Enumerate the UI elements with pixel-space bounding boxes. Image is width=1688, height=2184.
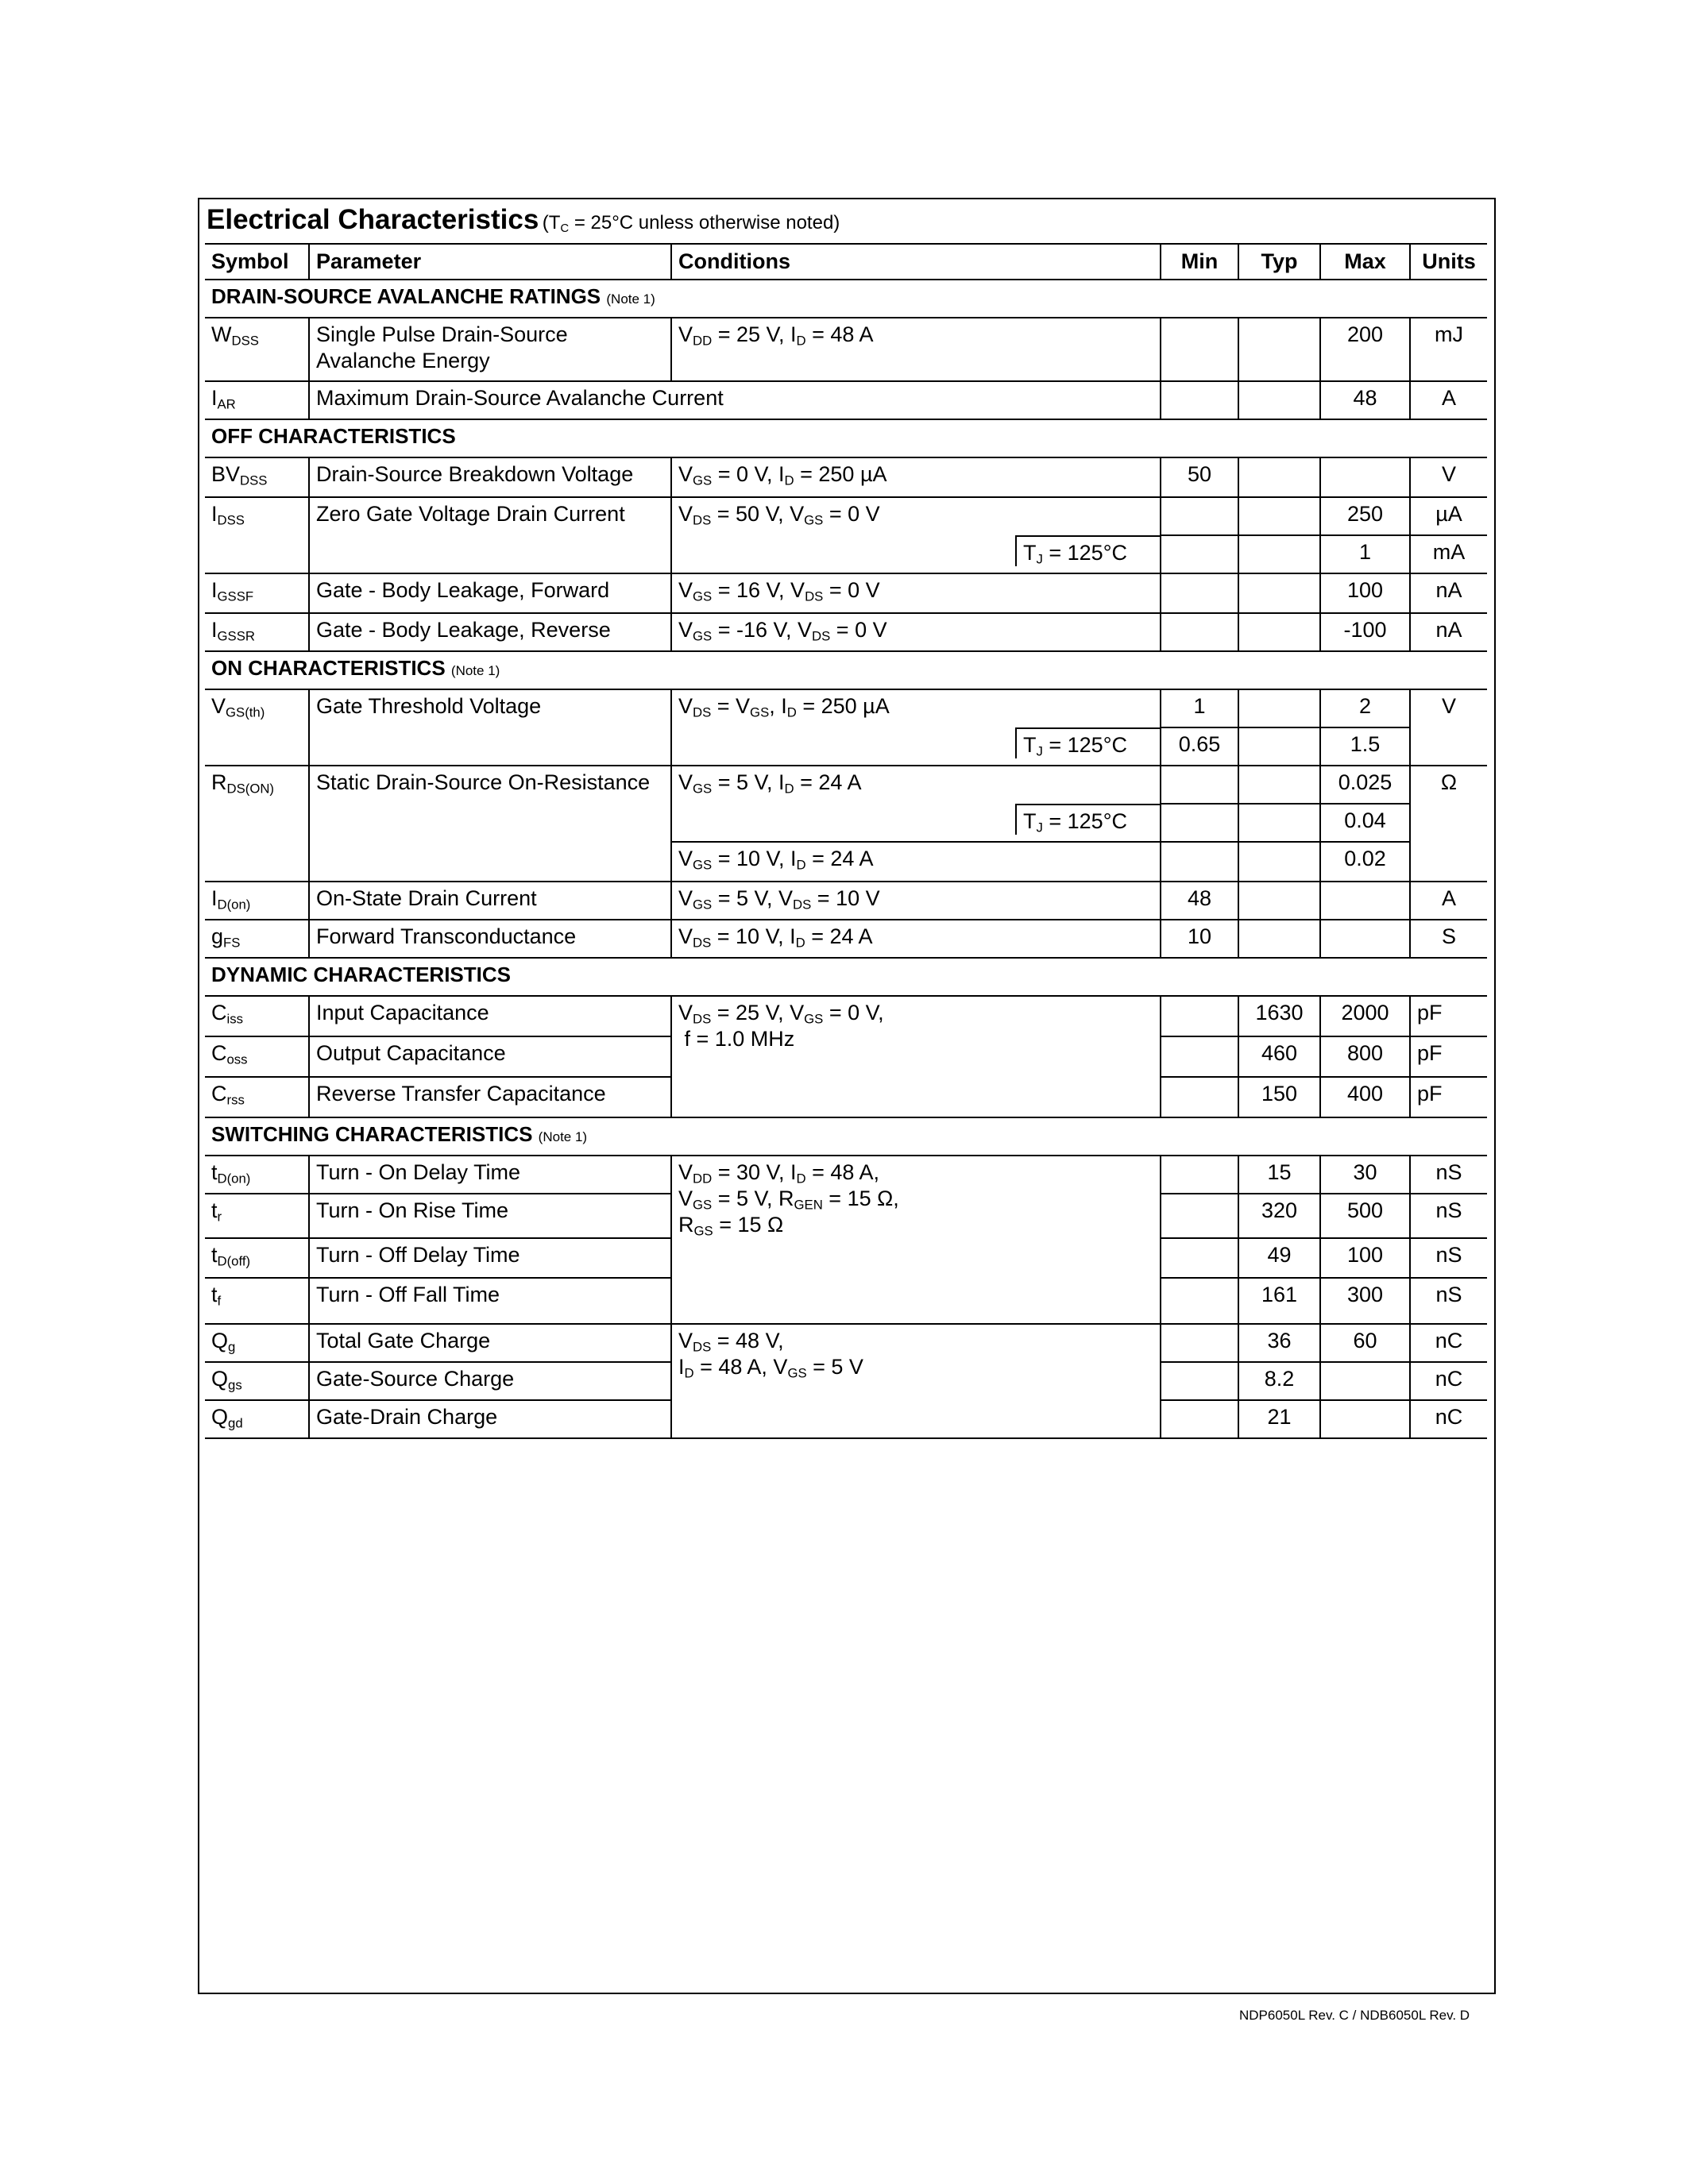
conditions-cell: $V_{GS} = 5$ V, $V_{DS} = 10$ V bbox=[671, 882, 1161, 920]
units-cell: pF bbox=[1410, 996, 1487, 1036]
parameter-cell: Turn - Off Fall Time bbox=[309, 1278, 671, 1324]
typ-cell: 1630 bbox=[1238, 996, 1320, 1036]
heading-condition: ($T_C = 25^\circ C$ unless otherwise noted) bbox=[542, 212, 840, 236]
units-cell: pF bbox=[1410, 1036, 1487, 1077]
parameter-cell: Reverse Transfer Capacitance bbox=[309, 1077, 671, 1117]
max-cell: 0.04 bbox=[1320, 804, 1410, 842]
units-cell: mJ bbox=[1410, 318, 1487, 381]
max-cell: 100 bbox=[1320, 573, 1410, 613]
table-row bbox=[205, 457, 1487, 497]
table-row bbox=[205, 381, 1487, 419]
parameter-cell: Turn - On Delay Time bbox=[309, 1156, 671, 1194]
units-cell: nS bbox=[1410, 1278, 1487, 1324]
symbol-cell: $C_{iss}$ bbox=[205, 996, 309, 1036]
max-cell: 48 bbox=[1320, 381, 1410, 419]
characteristics-frame bbox=[198, 198, 1496, 1994]
max-cell: 0.025 bbox=[1320, 766, 1410, 804]
section-off: OFF CHARACTERISTICS bbox=[205, 419, 1487, 457]
symbol-cell: $Q_g$ bbox=[205, 1324, 309, 1362]
typ-cell: 49 bbox=[1238, 1238, 1320, 1278]
typ-cell: 15 bbox=[1238, 1156, 1320, 1194]
header-row bbox=[205, 244, 1487, 280]
parameter-cell: Gate-Source Charge bbox=[309, 1362, 671, 1400]
col-parameter: Parameter bbox=[309, 244, 671, 280]
table-row bbox=[205, 1156, 1487, 1194]
symbol-cell: $V_{GS(th)}$ bbox=[205, 689, 309, 766]
conditions-cell: $T_J = 125^\circ C$ bbox=[1015, 804, 1160, 835]
typ-cell: 36 bbox=[1238, 1324, 1320, 1362]
units-cell: nC bbox=[1410, 1324, 1487, 1362]
units-cell: nA bbox=[1410, 573, 1487, 613]
revision-footer: NDP6050L Rev. C / NDB6050L Rev. D bbox=[1239, 2008, 1470, 2023]
parameter-cell: Gate Threshold Voltage bbox=[309, 689, 671, 766]
max-cell: 300 bbox=[1320, 1278, 1410, 1324]
parameter-cell: Forward Transconductance bbox=[309, 920, 671, 958]
units-cell: V bbox=[1410, 689, 1487, 766]
units-cell: V bbox=[1410, 457, 1487, 497]
page-title: Electrical Characteristics bbox=[207, 204, 539, 235]
parameter-cell: Input Capacitance bbox=[309, 996, 671, 1036]
max-cell: 500 bbox=[1320, 1194, 1410, 1238]
typ-cell: 320 bbox=[1238, 1194, 1320, 1238]
typ-cell: 161 bbox=[1238, 1278, 1320, 1324]
typ-cell: 8.2 bbox=[1238, 1362, 1320, 1400]
min-cell: 10 bbox=[1161, 920, 1238, 958]
max-cell: 1.5 bbox=[1320, 727, 1410, 766]
symbol-cell: $I_{D(on)}$ bbox=[205, 882, 309, 920]
max-cell: 0.02 bbox=[1320, 842, 1410, 882]
conditions-cell: $V_{DD} = 30$ V, $I_D = 48$ A, $V_{GS} = 5$ V, $R_{GEN} = 15$ Ω, $R_{GS} = 15$ Ω bbox=[671, 1156, 1161, 1324]
parameter-cell: Gate - Body Leakage, Forward bbox=[309, 573, 671, 613]
table-row bbox=[205, 766, 1487, 804]
symbol-cell: $W_{DSS}$ bbox=[205, 318, 309, 381]
symbol-cell: $t_{D(off)}$ bbox=[205, 1238, 309, 1278]
symbol-cell: $R_{DS(ON)}$ bbox=[205, 766, 309, 882]
units-cell: mA bbox=[1410, 535, 1487, 573]
col-units: Units bbox=[1410, 244, 1487, 280]
parameter-cell: Gate - Body Leakage, Reverse bbox=[309, 613, 671, 651]
typ-cell: 21 bbox=[1238, 1400, 1320, 1438]
units-cell: nA bbox=[1410, 613, 1487, 651]
conditions-cell: $T_J = 125^\circ C$ bbox=[1015, 535, 1160, 566]
units-cell: Ω bbox=[1410, 766, 1487, 882]
parameter-cell: Maximum Drain-Source Avalanche Current bbox=[309, 381, 1161, 419]
units-cell: nC bbox=[1410, 1400, 1487, 1438]
section-dynamic: DYNAMIC CHARACTERISTICS bbox=[205, 958, 1487, 996]
conditions-cell: $V_{GS} = 10$ V, $I_D = 24$ A bbox=[671, 842, 1161, 882]
units-cell: pF bbox=[1410, 1077, 1487, 1117]
parameter-cell: Turn - Off Delay Time bbox=[309, 1238, 671, 1278]
units-cell: A bbox=[1410, 882, 1487, 920]
max-cell: 200 bbox=[1320, 318, 1410, 381]
col-conditions: Conditions bbox=[671, 244, 1161, 280]
units-cell: A bbox=[1410, 381, 1487, 419]
max-cell: 250 bbox=[1320, 497, 1410, 535]
conditions-cell: $V_{GS} = 0$ V, $I_D = 250$ µA bbox=[671, 457, 1161, 497]
parameter-cell: Drain-Source Breakdown Voltage bbox=[309, 457, 671, 497]
conditions-cell: $V_{DD} = 25$ V, $I_D = 48$ A bbox=[671, 318, 1161, 381]
min-cell: 48 bbox=[1161, 882, 1238, 920]
max-cell: 400 bbox=[1320, 1077, 1410, 1117]
symbol-cell: $BV_{DSS}$ bbox=[205, 457, 309, 497]
symbol-cell: $I_{GSSF}$ bbox=[205, 573, 309, 613]
max-cell: 30 bbox=[1320, 1156, 1410, 1194]
max-cell: 800 bbox=[1320, 1036, 1410, 1077]
symbol-cell: $t_f$ bbox=[205, 1278, 309, 1324]
table-row bbox=[205, 497, 1487, 535]
parameter-cell: Single Pulse Drain-Source Avalanche Energy bbox=[309, 318, 671, 381]
symbol-cell: $C_{rss}$ bbox=[205, 1077, 309, 1117]
table-row bbox=[205, 573, 1487, 613]
col-symbol: Symbol bbox=[205, 244, 309, 280]
table-heading bbox=[207, 204, 840, 236]
conditions-cell: $V_{GS} = -16$ V, $V_{DS} = 0$ V bbox=[671, 613, 1161, 651]
max-cell: 100 bbox=[1320, 1238, 1410, 1278]
table-row bbox=[205, 882, 1487, 920]
col-min: Min bbox=[1161, 244, 1238, 280]
parameter-cell: Output Capacitance bbox=[309, 1036, 671, 1077]
symbol-cell: $I_{AR}$ bbox=[205, 381, 309, 419]
max-cell: 2 bbox=[1320, 689, 1410, 727]
table-row bbox=[205, 996, 1487, 1036]
table-row bbox=[205, 1324, 1487, 1362]
units-cell: nS bbox=[1410, 1156, 1487, 1194]
units-cell: nS bbox=[1410, 1238, 1487, 1278]
symbol-cell: $I_{GSSR}$ bbox=[205, 613, 309, 651]
conditions-cell: $V_{DS} = 48$ V, $I_D = 48$ A, $V_{GS} = 5$ V bbox=[671, 1324, 1161, 1438]
electrical-characteristics-table bbox=[205, 243, 1487, 1439]
conditions-cell: $V_{DS} = 50$ V, $V_{GS} = 0$ V bbox=[671, 497, 1161, 535]
parameter-cell: Total Gate Charge bbox=[309, 1324, 671, 1362]
units-cell: nS bbox=[1410, 1194, 1487, 1238]
conditions-cell: $V_{DS} = V_{GS}$, $I_D = 250$ µA bbox=[671, 689, 1161, 727]
typ-cell: 150 bbox=[1238, 1077, 1320, 1117]
units-cell: S bbox=[1410, 920, 1487, 958]
parameter-cell: On-State Drain Current bbox=[309, 882, 671, 920]
table-row bbox=[205, 689, 1487, 727]
typ-cell: 460 bbox=[1238, 1036, 1320, 1077]
section-switching: SWITCHING CHARACTERISTICS (Note 1) bbox=[205, 1117, 1487, 1156]
min-cell: 0.65 bbox=[1161, 727, 1238, 766]
min-cell: 1 bbox=[1161, 689, 1238, 727]
table-row bbox=[205, 920, 1487, 958]
parameter-cell: Static Drain-Source On-Resistance bbox=[309, 766, 671, 882]
col-max: Max bbox=[1320, 244, 1410, 280]
max-cell: 1 bbox=[1320, 535, 1410, 573]
section-on: ON CHARACTERISTICS (Note 1) bbox=[205, 651, 1487, 689]
min-cell: 50 bbox=[1161, 457, 1238, 497]
conditions-cell: $V_{DS} = 25$ V, $V_{GS} = 0$ V, f = 1.0 MHz bbox=[671, 996, 1161, 1117]
max-cell: 60 bbox=[1320, 1324, 1410, 1362]
symbol-cell: $I_{DSS}$ bbox=[205, 497, 309, 573]
section-avalanche: DRAIN-SOURCE AVALANCHE RATINGS (Note 1) bbox=[205, 280, 1487, 318]
table-row bbox=[205, 318, 1487, 381]
table-row bbox=[205, 613, 1487, 651]
symbol-cell: $Q_{gs}$ bbox=[205, 1362, 309, 1400]
conditions-cell: $T_J = 125^\circ C$ bbox=[1015, 727, 1160, 758]
symbol-cell: $t_r$ bbox=[205, 1194, 309, 1238]
symbol-cell: $g_{FS}$ bbox=[205, 920, 309, 958]
symbol-cell: $t_{D(on)}$ bbox=[205, 1156, 309, 1194]
conditions-cell: $V_{DS} = 10$ V, $I_D = 24$ A bbox=[671, 920, 1161, 958]
symbol-cell: $Q_{gd}$ bbox=[205, 1400, 309, 1438]
conditions-cell: $V_{GS} = 5$ V, $I_D = 24$ A bbox=[671, 766, 1161, 804]
parameter-cell: Gate-Drain Charge bbox=[309, 1400, 671, 1438]
symbol-cell: $C_{oss}$ bbox=[205, 1036, 309, 1077]
col-typ: Typ bbox=[1238, 244, 1320, 280]
parameter-cell: Turn - On Rise Time bbox=[309, 1194, 671, 1238]
units-cell: nC bbox=[1410, 1362, 1487, 1400]
units-cell: µA bbox=[1410, 497, 1487, 535]
max-cell: 2000 bbox=[1320, 996, 1410, 1036]
conditions-cell: $V_{GS} = 16$ V, $V_{DS} = 0$ V bbox=[671, 573, 1161, 613]
parameter-cell: Zero Gate Voltage Drain Current bbox=[309, 497, 671, 573]
max-cell: -100 bbox=[1320, 613, 1410, 651]
